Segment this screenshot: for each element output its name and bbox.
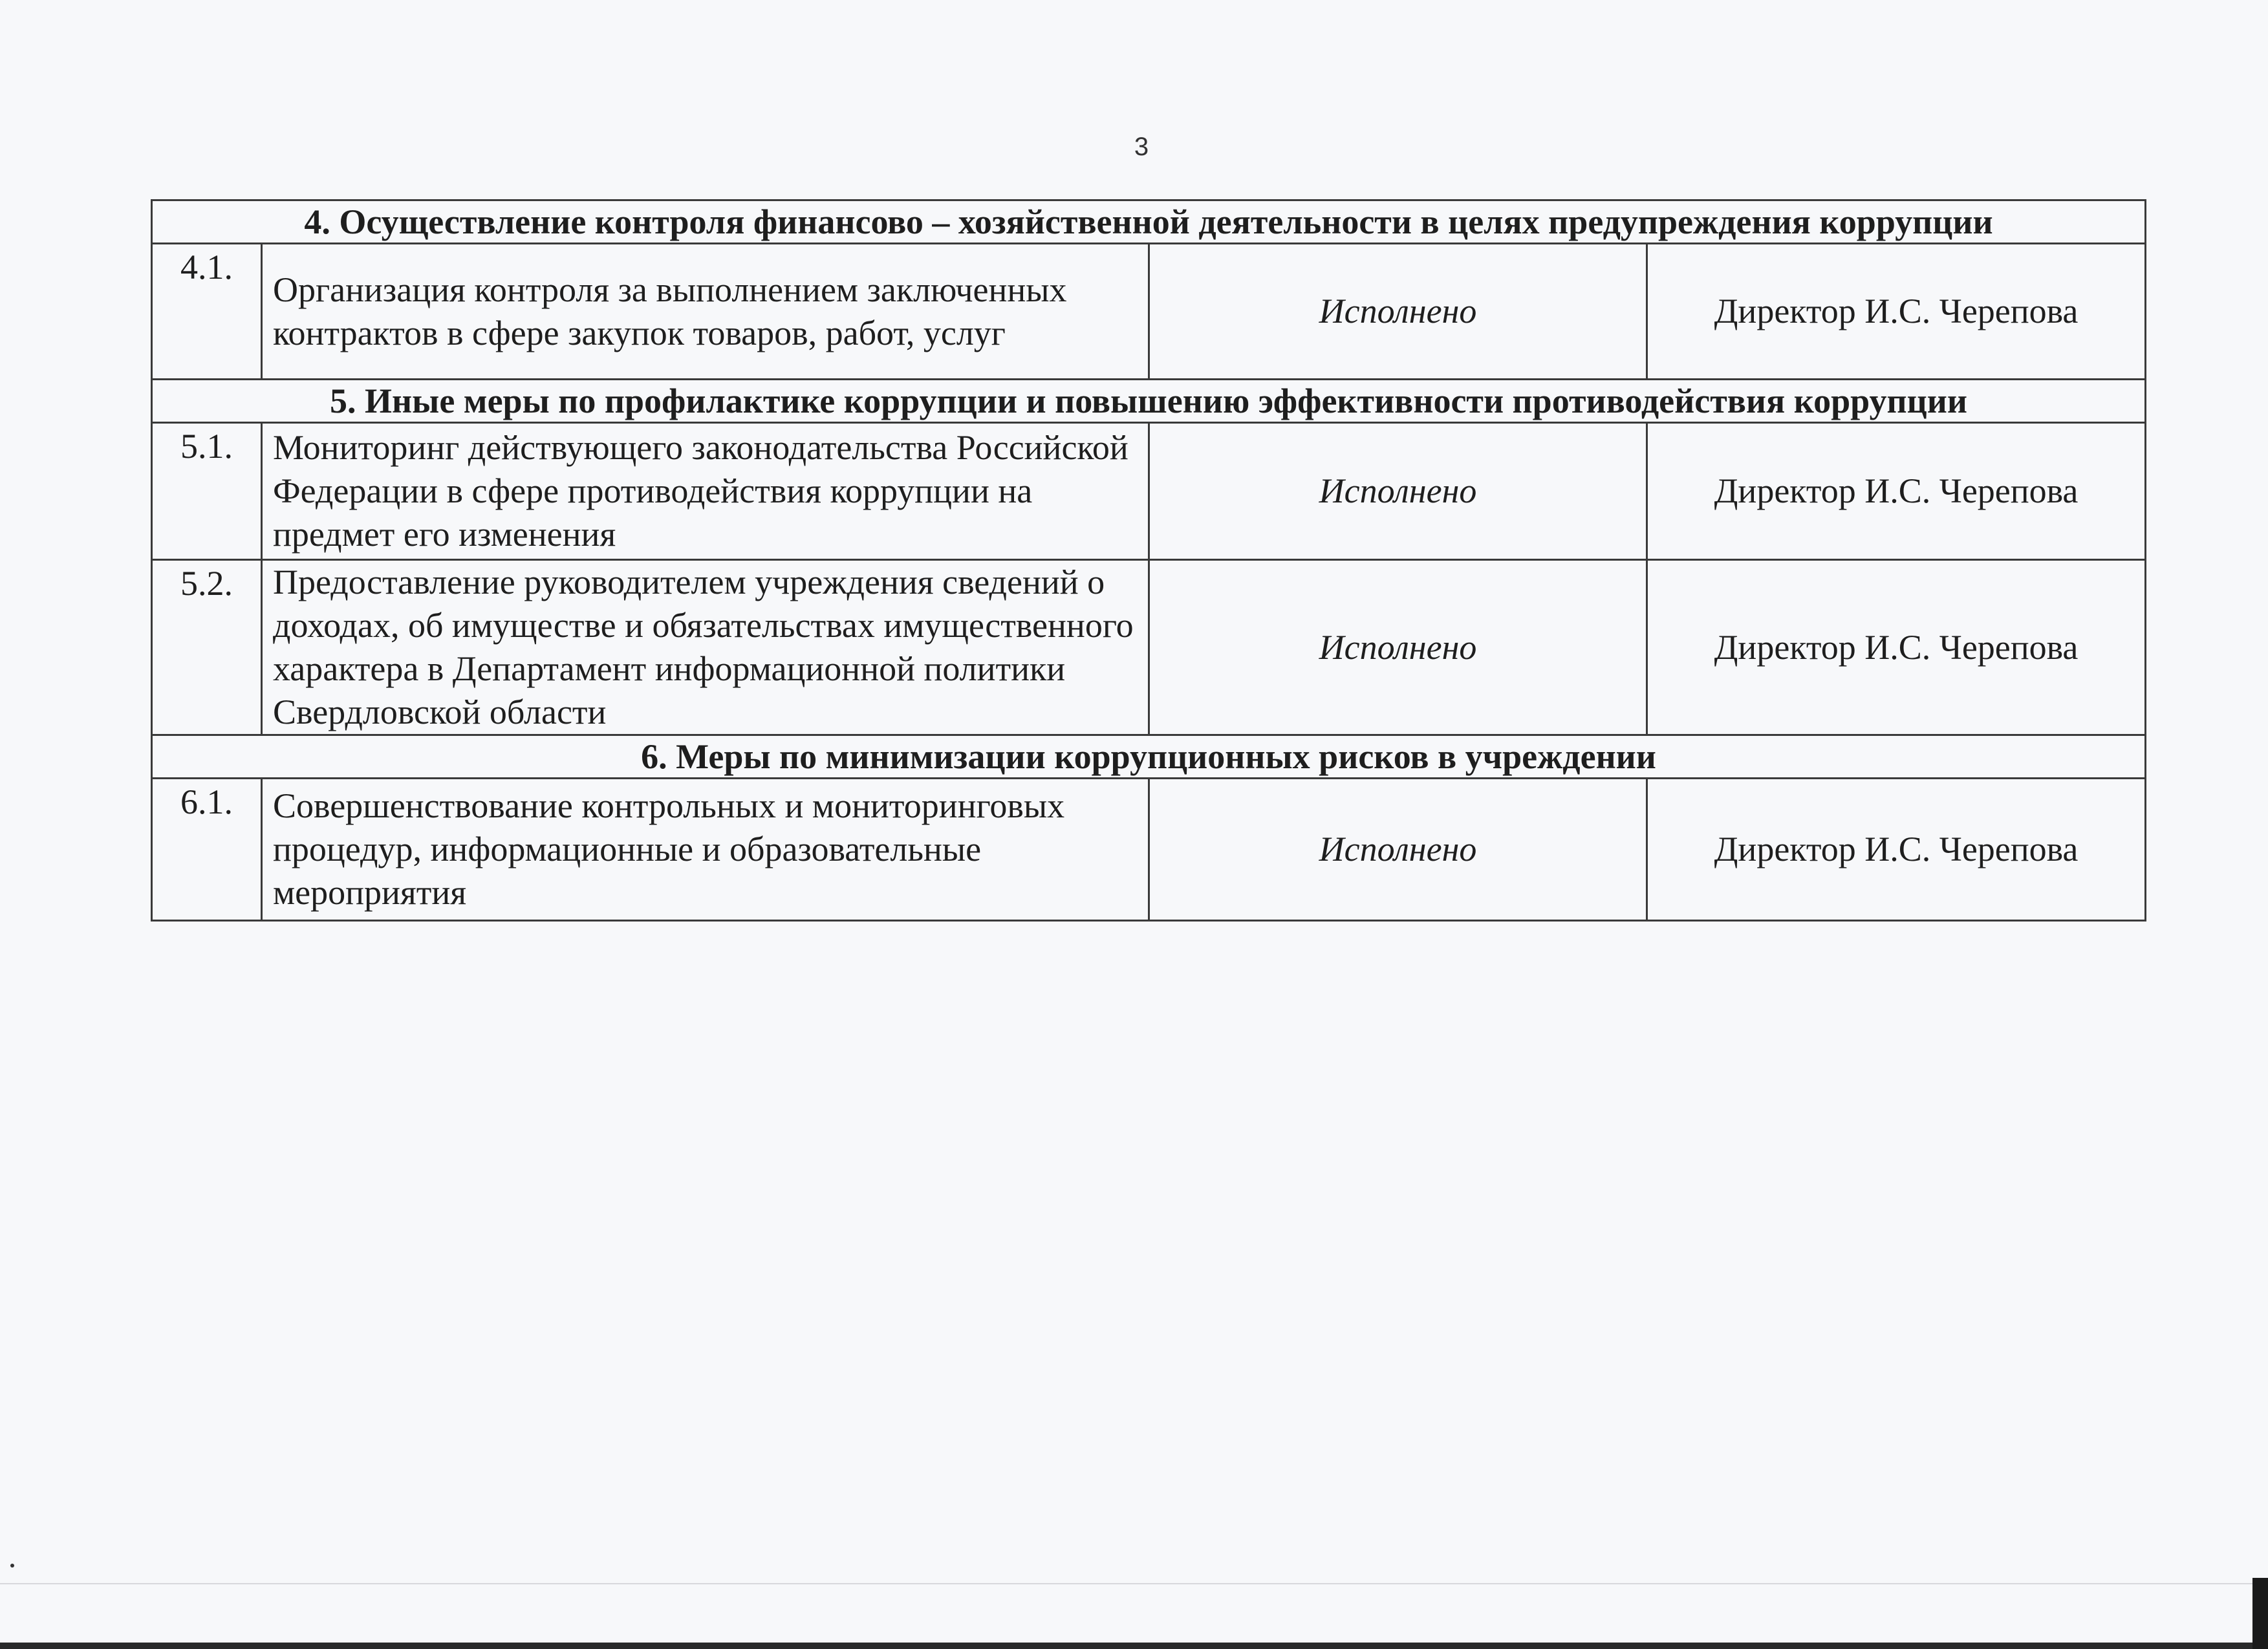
row-responsible: Директор И.С. Черепова — [1647, 779, 2146, 921]
row-status: Исполнено — [1149, 423, 1647, 560]
row-status: Исполнено — [1149, 560, 1647, 735]
section-header — [152, 200, 2146, 244]
page-number: 3 — [1134, 133, 1149, 161]
row-responsible: Директор И.С. Черепова — [1647, 560, 2146, 735]
row-description: Мониторинг действующего законодательства Российской Федерации в сфере противодействия коррупции на предмет его изменения — [262, 423, 1149, 560]
scan-shadow-right — [2252, 1578, 2268, 1649]
section-header — [152, 380, 2146, 423]
row-responsible: Директор И.С. Черепова — [1647, 244, 2146, 380]
table-row — [152, 560, 2146, 735]
row-description: Организация контроля за выполнением заключенных контрактов в сфере закупок товаров, работ, услуг — [262, 244, 1149, 380]
scan-shadow-bottom — [0, 1643, 2268, 1649]
row-status: Исполнено — [1149, 779, 1647, 921]
row-number: 6.1. — [152, 779, 262, 921]
row-number: 4.1. — [152, 244, 262, 380]
table-row — [152, 779, 2146, 921]
scan-edge — [0, 1583, 2268, 1584]
section-header — [152, 735, 2146, 779]
measures-table — [151, 199, 2146, 921]
row-status: Исполнено — [1149, 244, 1647, 380]
scan-speck — [10, 1564, 14, 1568]
table-row — [152, 423, 2146, 560]
table-row — [152, 244, 2146, 380]
row-number: 5.1. — [152, 423, 262, 560]
row-description: Предоставление руководителем учреждения сведений о доходах, об имуществе и обязательствах имущественного характера в Департамент информационной политики Свердловской области — [262, 560, 1149, 735]
section-title: 5. Иные меры по профилактике коррупции и повышению эффективности противодействия коррупции — [152, 380, 2146, 423]
section-title: 4. Осуществление контроля финансово – хозяйственной деятельности в целях предупреждения коррупции — [152, 200, 2146, 244]
row-responsible: Директор И.С. Черепова — [1647, 423, 2146, 560]
row-number: 5.2. — [152, 560, 262, 735]
row-description: Совершенствование контрольных и мониторинговых процедур, информационные и образовательные мероприятия — [262, 779, 1149, 921]
section-title: 6. Меры по минимизации коррупционных рисков в учреждении — [152, 735, 2146, 779]
